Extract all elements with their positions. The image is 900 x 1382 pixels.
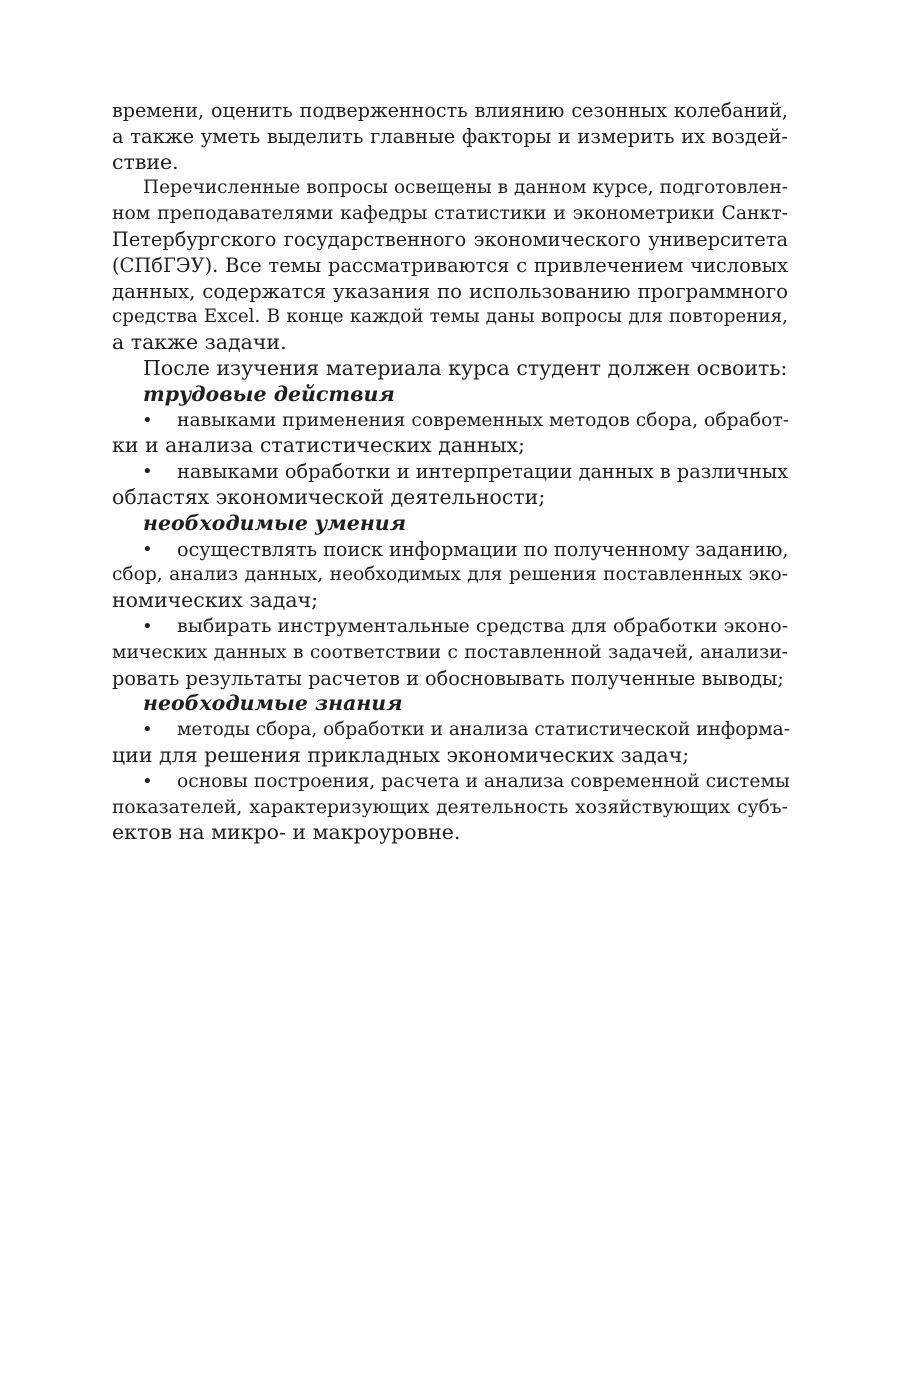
list-item bbox=[112, 717, 788, 769]
paragraph-course-description bbox=[112, 175, 788, 356]
text-line: (СПбГЭУ). Все темы рассматриваются с привлечением числовых bbox=[112, 253, 788, 277]
section-required-knowledge bbox=[112, 691, 788, 846]
section-labor-actions bbox=[112, 382, 788, 511]
text-line: показателей, характеризующих деятельность хозяйствующих субъ- bbox=[112, 796, 788, 818]
text-line: • выбирать инструментальные средства для обработки эконо- bbox=[112, 614, 788, 640]
text-line: • методы сбора, обработки и анализа статистической информа- bbox=[112, 717, 788, 743]
paragraph-intro-list bbox=[112, 356, 788, 382]
text-line: времени, оценить подверженность влиянию сезонных колебаний, bbox=[112, 99, 788, 122]
text-line: • навыками применения современных методов сбора, обработ- bbox=[112, 408, 788, 434]
section-required-skills bbox=[112, 511, 788, 692]
text-line: ном преподавателями кафедры статистики и эконометрики Санкт- bbox=[112, 203, 788, 225]
section-heading: необходимые умения bbox=[143, 510, 407, 535]
text-line: Перечисленные вопросы освещены в данном курсе, подготовлен- bbox=[143, 177, 788, 199]
text-line: а также задачи. bbox=[112, 330, 287, 355]
text-line: • осуществлять поиск информации по полученному заданию, bbox=[142, 537, 789, 561]
text-line: • навыками обработки и интерпретации данных в различных bbox=[142, 460, 788, 484]
text-line: ствие. bbox=[112, 149, 179, 174]
bullet-icon: • bbox=[142, 409, 153, 431]
text-line: После изучения материала курса студент должен освоить: bbox=[143, 355, 788, 380]
text-line: номических задач; bbox=[112, 588, 319, 613]
text-line: областях экономической деятельности; bbox=[112, 484, 546, 509]
paragraph-continuation bbox=[112, 98, 788, 175]
list-item bbox=[112, 537, 788, 614]
text-line: ровать результаты расчетов и обосновывать полученные выводы; bbox=[112, 666, 784, 690]
bullet-icon: • bbox=[142, 538, 153, 560]
bullet-icon: • bbox=[142, 461, 153, 483]
list-item bbox=[112, 408, 788, 460]
list-item bbox=[112, 459, 788, 511]
text-line: а также уметь выделить главные факторы и измерить их воздей- bbox=[112, 124, 788, 148]
text-line: мических данных в соответствии с поставленной задачей, анализи- bbox=[112, 641, 788, 663]
bullet-icon: • bbox=[142, 615, 153, 637]
bullet-icon: • bbox=[142, 770, 153, 792]
text-line: ектов на микро- и макроуровне. bbox=[112, 820, 461, 845]
text-line: ции для решения прикладных экономических задач; bbox=[112, 742, 690, 767]
text-line: средства Excel. В конце каждой темы даны вопросы для повторения, bbox=[112, 306, 788, 328]
text-line: сбор, анализ данных, необходимых для решения поставленных эко- bbox=[112, 564, 788, 586]
text-line: ки и анализа статистических данных; bbox=[112, 433, 526, 458]
page-body bbox=[112, 98, 788, 846]
text-line: Петербургского государственного экономического университета bbox=[112, 227, 788, 251]
list-item bbox=[112, 614, 788, 691]
list-item bbox=[112, 769, 788, 846]
text-line: • основы построения, расчета и анализа современной системы bbox=[112, 769, 788, 795]
section-heading: необходимые знания bbox=[143, 691, 403, 716]
text-line: данных, содержатся указания по использованию программного bbox=[112, 279, 788, 303]
section-heading: трудовые действия bbox=[143, 381, 395, 406]
bullet-icon: • bbox=[142, 719, 153, 741]
